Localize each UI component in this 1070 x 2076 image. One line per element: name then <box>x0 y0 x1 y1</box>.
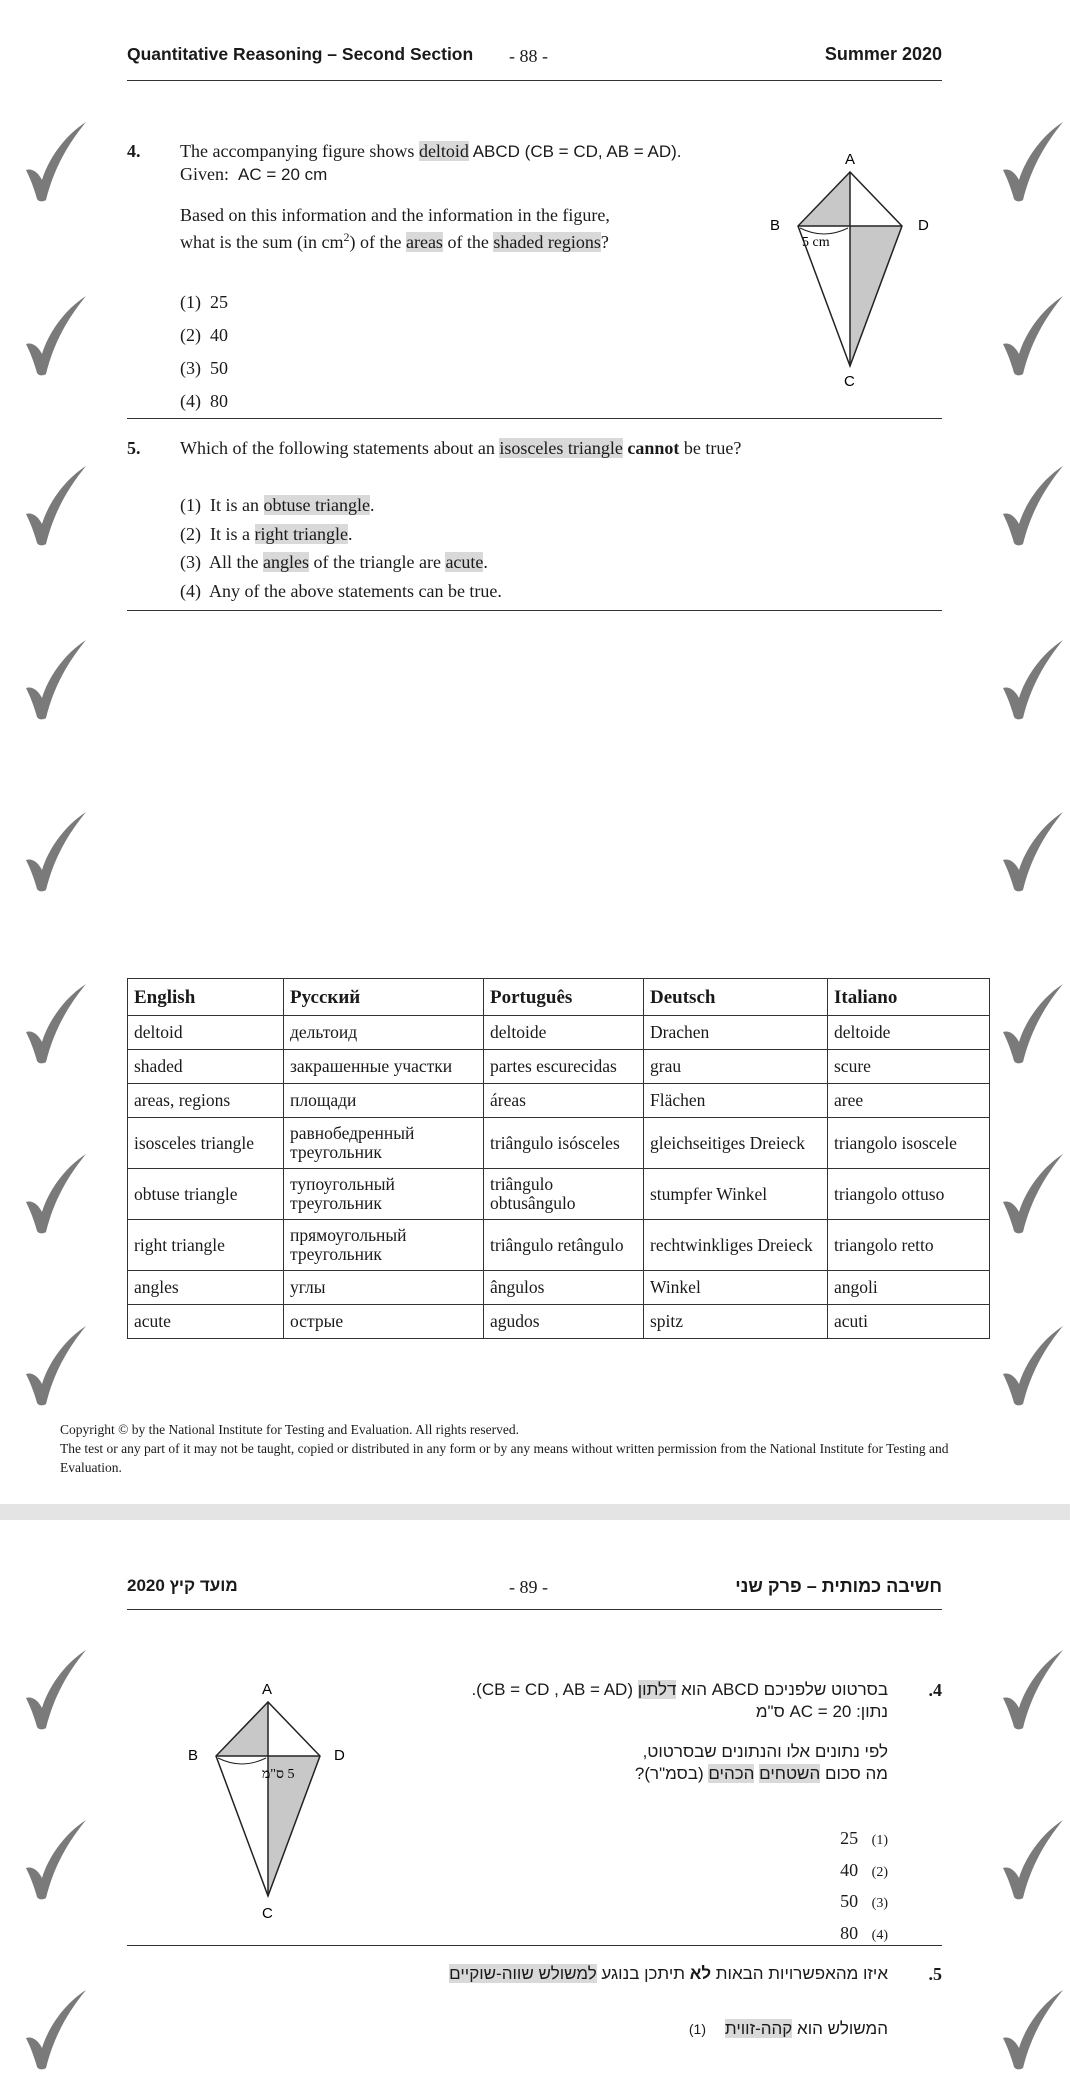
table-cell: spitz <box>644 1305 828 1339</box>
question-5-number: 5. <box>127 438 141 458</box>
checkmark-icon <box>995 1816 1065 1906</box>
table-cell: закрашенные участки <box>284 1050 484 1084</box>
table-cell: deltoide <box>828 1016 990 1050</box>
vertex-c-label: C <box>262 1905 273 1922</box>
table-cell: acuti <box>828 1305 990 1339</box>
table-cell: angoli <box>828 1271 990 1305</box>
table-header-row <box>128 979 990 1016</box>
section-title: Quantitative Reasoning – Second Section <box>127 44 474 64</box>
table-cell: triângulo retângulo <box>484 1220 644 1271</box>
table-cell: дельтоид <box>284 1016 484 1050</box>
checkmark-icon <box>995 292 1065 382</box>
divider <box>127 1945 942 1946</box>
vertex-a-label: A <box>262 1681 273 1698</box>
header-rule <box>127 1609 942 1610</box>
column-header: Русский <box>284 979 484 1016</box>
copyright-notice: Copyright © by the National Institute for Testing and Evaluation. All rights reserved. The test or any part of it may not be taught, copied or distributed in any form or by any means without written permission from the National Institute for Testing and Evaluation. <box>60 1422 949 1475</box>
question-5-options <box>689 2018 888 2040</box>
deltoid-figure <box>178 1678 358 1922</box>
checkmark-icon <box>18 1646 88 1736</box>
table-cell: острые <box>284 1305 484 1339</box>
divider <box>127 418 942 419</box>
table-cell: triangolo ottuso <box>828 1169 990 1220</box>
question-5-options <box>180 491 502 605</box>
option-3: 50 (3) <box>840 1891 888 1911</box>
page-number: - 89 - <box>509 1577 548 1597</box>
question-4-options <box>180 286 228 418</box>
table-cell: shaded <box>128 1050 284 1084</box>
table-cell: grau <box>644 1050 828 1084</box>
table-row <box>128 1271 990 1305</box>
page-number: - 88 - <box>509 46 548 66</box>
column-header: Português <box>484 979 644 1016</box>
checkmark-icon <box>995 636 1065 726</box>
table-row <box>128 1084 990 1118</box>
table-cell: Winkel <box>644 1271 828 1305</box>
checkmark-icon <box>995 980 1065 1070</box>
section-title: חשיבה כמותית – פרק שני <box>735 1576 942 1596</box>
option-2: (2) It is a right triangle. <box>180 523 353 544</box>
checkmark-icon <box>995 1986 1065 2076</box>
checkmark-icon <box>995 1150 1065 1240</box>
table-cell: aree <box>828 1084 990 1118</box>
table-cell: прямоугольный треугольник <box>284 1220 484 1271</box>
deltoid-figure <box>760 148 940 388</box>
checkmark-icon <box>18 636 88 726</box>
table-cell: areas, regions <box>128 1084 284 1118</box>
option-1: 25 (1) <box>840 1828 888 1848</box>
question-4-options <box>840 1824 888 1950</box>
question-4-text: בסרטוט שלפניכם ABCD הוא דלתון (CB = CD , AB = AD). נתון: AC = 20 ס"מ לפי נתונים אלו והנתונים שבסרטוט, מה סכום השטחים הכהים (בסמ"ר)? <box>471 1680 888 1783</box>
table-cell: angles <box>128 1271 284 1305</box>
table-cell: rechtwinkliges Dreieck <box>644 1220 828 1271</box>
option-2: (2) 40 <box>180 325 228 345</box>
table-cell: площади <box>284 1084 484 1118</box>
table-row <box>128 1016 990 1050</box>
checkmark-icon <box>18 1986 88 2076</box>
vertex-b-label: B <box>188 1747 199 1764</box>
table-cell: тупоугольный треугольник <box>284 1169 484 1220</box>
divider <box>127 610 942 611</box>
table-cell: right triangle <box>128 1220 284 1271</box>
table-cell: Drachen <box>644 1016 828 1050</box>
question-5-text: איזו מהאפשרויות הבאות לא תיתכן בנוגע למשולש שווה-שוקיים <box>449 1964 888 1983</box>
page-separator <box>0 1504 1070 1520</box>
checkmark-icon <box>18 292 88 382</box>
column-header: Deutsch <box>644 979 828 1016</box>
option-4: (4) Any of the above statements can be true. <box>180 580 502 601</box>
question-4-number: 4. <box>127 141 141 161</box>
checkmark-icon <box>18 980 88 1070</box>
header-rule <box>127 80 942 81</box>
option-4: 80 (4) <box>840 1922 888 1943</box>
measure-label: 5 cm <box>802 235 830 250</box>
table-cell: stumpfer Winkel <box>644 1169 828 1220</box>
table-cell: triângulo isósceles <box>484 1118 644 1169</box>
question-5-text: Which of the following statements about an isosceles triangle cannot be true? <box>180 438 742 458</box>
checkmark-icon <box>18 462 88 552</box>
term-deltoid: deltoid <box>418 141 469 161</box>
table-row <box>128 1118 990 1169</box>
table-cell: ângulos <box>484 1271 644 1305</box>
table-row <box>128 1169 990 1220</box>
option-2: 40 (2) <box>840 1859 888 1880</box>
checkmark-icon <box>18 808 88 898</box>
option-1: (1) It is an obtuse triangle. <box>180 495 375 515</box>
question-4-text: The accompanying figure shows deltoid ABCD (CB = CD, AB = AD). Given: AC = 20 cm Based on this information and the information in the figure, what is the sum (in $cm^2$) of the areas of the shaded regions? <box>180 141 682 252</box>
table-row <box>128 1050 990 1084</box>
table-cell: obtuse triangle <box>128 1169 284 1220</box>
checkmark-icon <box>18 118 88 208</box>
checkmark-icon <box>995 118 1065 208</box>
vertex-a-label: A <box>845 151 856 168</box>
session-label: Summer 2020 <box>824 44 942 64</box>
vertex-c-label: C <box>844 373 855 388</box>
checkmark-icon <box>995 1322 1065 1412</box>
table-cell: scure <box>828 1050 990 1084</box>
table-cell: Flächen <box>644 1084 828 1118</box>
vertex-b-label: B <box>770 217 781 234</box>
table-cell: acute <box>128 1305 284 1339</box>
checkmark-icon <box>995 1646 1065 1736</box>
table-cell: agudos <box>484 1305 644 1339</box>
option-3: (3) All the angles of the triangle are acute. <box>180 552 488 572</box>
checkmark-icon <box>18 1322 88 1412</box>
table-row <box>128 1305 990 1339</box>
table-cell: deltoide <box>484 1016 644 1050</box>
table-cell: triangolo retto <box>828 1220 990 1271</box>
question-4-number: .4 <box>928 1680 942 1700</box>
checkmark-icon <box>18 1150 88 1240</box>
table-cell: равнобедренный треугольник <box>284 1118 484 1169</box>
table-cell: triangolo isoscele <box>828 1118 990 1169</box>
measure-label: 5 ס"מ <box>262 1767 295 1782</box>
table-cell: углы <box>284 1271 484 1305</box>
vertex-d-label: D <box>918 217 929 234</box>
question-5-number: .5 <box>928 1964 942 1984</box>
checkmark-icon <box>995 462 1065 552</box>
table-cell: triângulo obtusângulo <box>484 1169 644 1220</box>
checkmark-icon <box>995 808 1065 898</box>
vertex-d-label: D <box>334 1747 345 1764</box>
table-cell: gleichseitiges Dreieck <box>644 1118 828 1169</box>
table-cell: áreas <box>484 1084 644 1118</box>
table-row <box>128 1220 990 1271</box>
table-cell: deltoid <box>128 1016 284 1050</box>
glossary-table <box>127 978 990 1339</box>
option-1: (1) 25 <box>180 292 228 312</box>
option-3: (3) 50 <box>180 358 228 378</box>
table-cell: partes escurecidas <box>484 1050 644 1084</box>
session-label: מועד קיץ 2020 <box>127 1576 238 1595</box>
option-4: (4) 80 <box>180 391 228 411</box>
checkmark-icon <box>18 1816 88 1906</box>
column-header: Italiano <box>828 979 990 1016</box>
option-1: המשולש הוא קהה-זווית (1) <box>688 2019 888 2038</box>
table-cell: isosceles triangle <box>128 1118 284 1169</box>
column-header: English <box>128 979 284 1016</box>
